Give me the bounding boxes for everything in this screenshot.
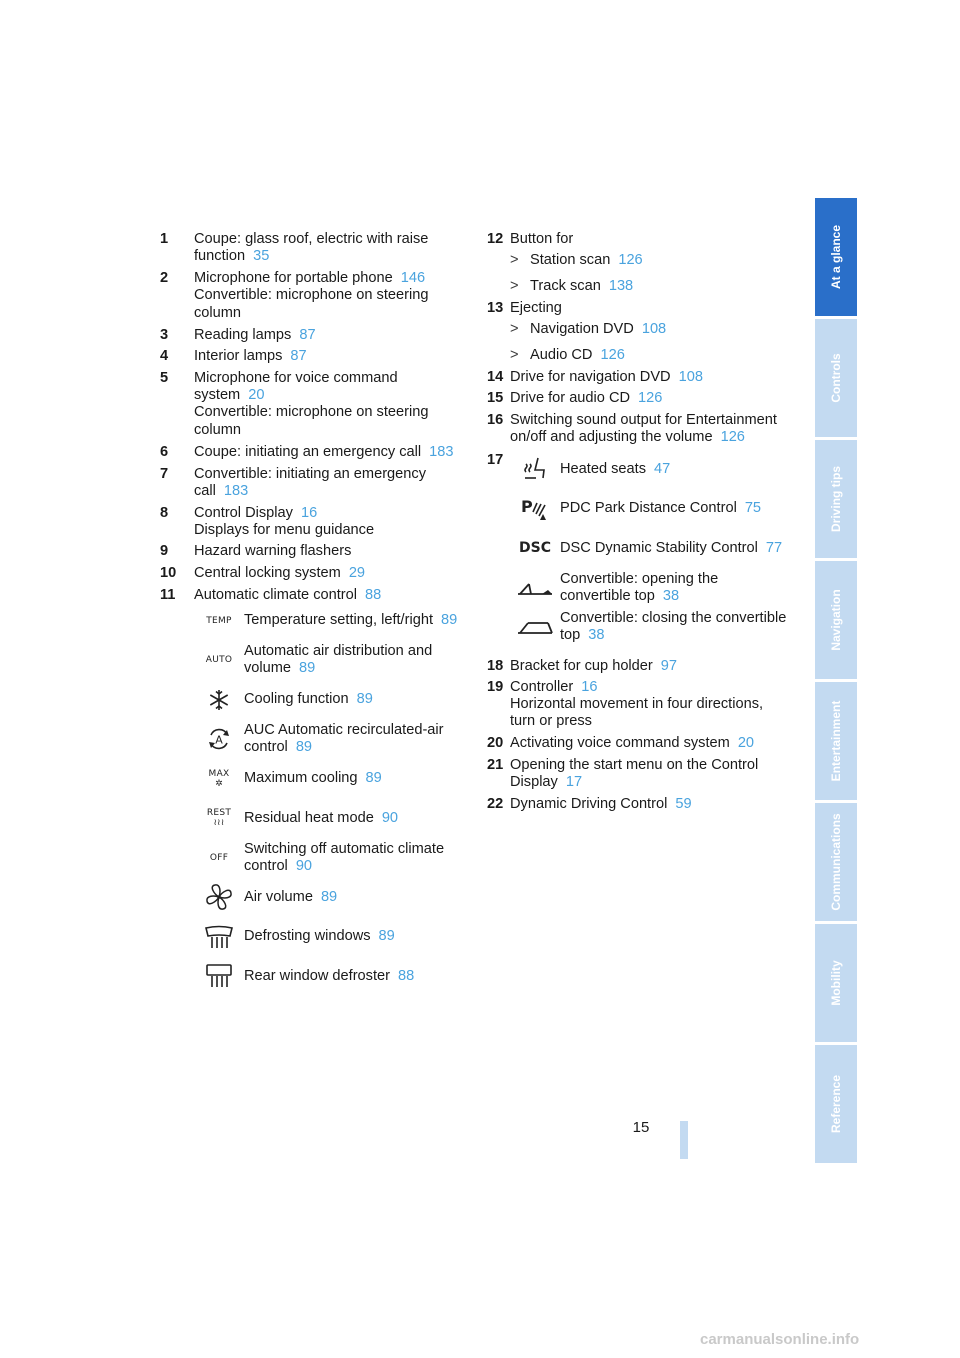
- sub-item: > Audio CD 126: [510, 346, 625, 363]
- list-item: 14 Drive for navigation DVD 108: [487, 368, 703, 385]
- temp-icon: TEMP: [206, 615, 232, 626]
- watermark: carmanualsonline.info: [700, 1331, 860, 1348]
- tab-mobility[interactable]: Mobility: [815, 924, 857, 1042]
- right-column: [487, 231, 787, 818]
- list-item: 7 Convertible: initiating an emergency call 183: [160, 465, 427, 499]
- sub-item: > Station scan 126: [510, 252, 643, 268]
- page-ref-link[interactable]: 16: [581, 679, 598, 696]
- page-ref-link[interactable]: 89: [441, 612, 458, 629]
- page-ref-link[interactable]: 126: [638, 390, 663, 407]
- list-item: 17 Heated seats 47 P PDC Park Distance Control 75 DSC DSC Dynamic Stability Control 77 Convertible: opening the convertible top 38 Convertible: closing the convertible top 38: [487, 452, 787, 650]
- page-ref-link[interactable]: 38: [588, 627, 605, 644]
- page-ref-link[interactable]: 75: [744, 500, 762, 517]
- off-icon: OFF: [209, 852, 229, 863]
- page-ref-link[interactable]: 77: [765, 539, 783, 556]
- heated-seat-icon: [510, 456, 560, 482]
- list-item: 2 Microphone for portable phone 146 Convertible: microphone on steering column: [160, 269, 429, 321]
- icon-row: Convertible: closing the convertible top 38: [510, 610, 787, 644]
- list-item: 21 Opening the start menu on the Control Display 17: [487, 757, 759, 791]
- list-item: 8 Control Display 16 Displays for menu guidance: [160, 504, 375, 538]
- page-ref-link[interactable]: 17: [565, 774, 583, 791]
- page-number: 15: [632, 1119, 650, 1136]
- icon-row: OFF Switching off automatic climate control 90: [194, 841, 470, 875]
- svg-text:A: A: [215, 733, 223, 747]
- fan-icon: [194, 882, 244, 912]
- page-ref-link[interactable]: 89: [295, 739, 313, 756]
- page-ref-link[interactable]: 29: [348, 565, 366, 582]
- page-marker-bar: [680, 1121, 688, 1159]
- list-item: 15 Drive for audio CD 126: [487, 390, 663, 407]
- icon-row: P PDC Park Distance Control 75: [510, 492, 787, 526]
- icon-row: Rear window defroster 88: [194, 959, 470, 993]
- roof-open-icon: [510, 579, 560, 597]
- page-ref-link[interactable]: 108: [641, 320, 667, 337]
- roof-close-icon: [510, 618, 560, 636]
- page-ref-link[interactable]: 59: [675, 795, 692, 812]
- page-ref-link[interactable]: 87: [290, 348, 307, 365]
- page-ref-link[interactable]: 20: [248, 387, 265, 404]
- sub-item: > Navigation DVD 108: [510, 320, 667, 337]
- page-ref-link[interactable]: 89: [299, 660, 316, 677]
- tab-at-a-glance[interactable]: At a glance: [815, 198, 857, 316]
- list-item: 3 Reading lamps 87: [160, 326, 316, 343]
- icon-row: TEMP Temperature setting, left/right 89: [194, 604, 470, 638]
- list-item: 22 Dynamic Driving Control 59: [487, 795, 692, 812]
- rest-heat-icon: REST ≀≀≀: [206, 808, 232, 829]
- page-ref-link[interactable]: 87: [299, 326, 316, 343]
- left-column: [160, 231, 470, 999]
- page-ref-link[interactable]: 183: [429, 443, 454, 460]
- list-item: 10 Central locking system 29: [160, 565, 366, 582]
- page-ref-link[interactable]: 89: [378, 928, 395, 945]
- list-item: 19 Controller 16 Horizontal movement in four directions, turn or press: [487, 679, 764, 730]
- list-item: 12 Button for > Station scan 126 > Track scan 138: [487, 231, 787, 295]
- list-item: 11 Automatic climate control 88: [160, 586, 382, 603]
- tab-communications[interactable]: Communications: [815, 803, 857, 921]
- list-item: 1 Coupe: glass roof, electric with raise function 35: [160, 231, 429, 264]
- list-item: 5 Microphone for voice command system 20 Convertible: microphone on steering column: [160, 370, 429, 439]
- tab-driving-tips[interactable]: Driving tips: [815, 440, 857, 558]
- snowflake-icon: [194, 689, 244, 711]
- icon-row: Defrosting windows 89: [194, 920, 470, 954]
- auto-icon: AUTO: [205, 655, 233, 666]
- page-ref-link[interactable]: 183: [223, 482, 249, 499]
- pdc-icon: [510, 496, 560, 522]
- icon-row: MAX ✲ Maximum cooling 89: [194, 762, 470, 796]
- page-ref-link[interactable]: 146: [400, 269, 426, 286]
- chapter-tabs: [815, 198, 857, 1166]
- list-item: 20 Activating voice command system 20: [487, 735, 755, 752]
- dsc-icon: DSC: [519, 539, 551, 556]
- icon-row: Air volume 89: [194, 880, 470, 914]
- page-ref-link[interactable]: 88: [398, 967, 415, 984]
- list-item: 16 Switching sound output for Entertainment on/off and adjusting the volume 126: [487, 412, 777, 446]
- page-ref-link[interactable]: 35: [253, 248, 270, 264]
- tab-navigation[interactable]: Navigation: [815, 561, 857, 679]
- rear-defrost-icon: [194, 963, 244, 989]
- max-cooling-icon: MAX ✲: [208, 768, 230, 789]
- icon-row: Convertible: opening the convertible top 38: [510, 571, 787, 605]
- list-item: 13 Ejecting > Navigation DVD 108 > Audio CD 126: [487, 300, 787, 364]
- page-ref-link[interactable]: 88: [365, 586, 382, 603]
- list-item: 18 Bracket for cup holder 97: [487, 657, 678, 674]
- recirculation-auto-icon: [194, 726, 244, 752]
- page-ref-link[interactable]: 97: [660, 657, 678, 674]
- icon-table: [510, 452, 787, 650]
- icon-row: REST ≀≀≀ Residual heat mode 90: [194, 801, 470, 835]
- climate-control-table: [194, 604, 470, 994]
- page-ref-link[interactable]: 38: [662, 587, 680, 604]
- icon-row: Cooling function 89: [194, 683, 470, 717]
- list-item: 6 Coupe: initiating an emergency call 183: [160, 443, 454, 460]
- windshield-defrost-icon: [194, 924, 244, 950]
- page-ref-link[interactable]: 108: [678, 368, 703, 385]
- icon-row: A AUC Automatic recirculated-air control 89: [194, 722, 470, 756]
- page-ref-link[interactable]: 89: [365, 770, 382, 787]
- page-ref-link[interactable]: 89: [356, 691, 373, 708]
- list-item: 9 Hazard warning flashers: [160, 543, 352, 560]
- page-ref-link[interactable]: 16: [300, 504, 318, 521]
- list-item: 4 Interior lamps 87: [160, 348, 307, 365]
- page-ref-link[interactable]: 90: [295, 857, 313, 874]
- tab-controls[interactable]: Controls: [815, 319, 857, 437]
- tab-entertainment[interactable]: Entertainment: [815, 682, 857, 800]
- sub-item: > Track scan 138: [510, 278, 634, 294]
- page-ref-link[interactable]: 126: [720, 429, 745, 446]
- page-ref-link[interactable]: 20: [737, 735, 755, 752]
- page-ref-link[interactable]: 138: [608, 278, 634, 294]
- page-ref-link[interactable]: 90: [381, 809, 399, 826]
- icon-row: Heated seats 47: [510, 452, 787, 486]
- svg-text:P: P: [521, 496, 533, 516]
- page-ref-link[interactable]: 89: [320, 888, 338, 905]
- page-ref-link[interactable]: 126: [618, 252, 643, 268]
- icon-row: DSC DSC Dynamic Stability Control 77: [510, 531, 787, 565]
- page-ref-link[interactable]: 47: [654, 460, 671, 477]
- tab-reference[interactable]: Reference: [815, 1045, 857, 1163]
- page-ref-link[interactable]: 126: [600, 346, 625, 363]
- icon-row: AUTO Automatic air distribution and volume 89: [194, 643, 470, 677]
